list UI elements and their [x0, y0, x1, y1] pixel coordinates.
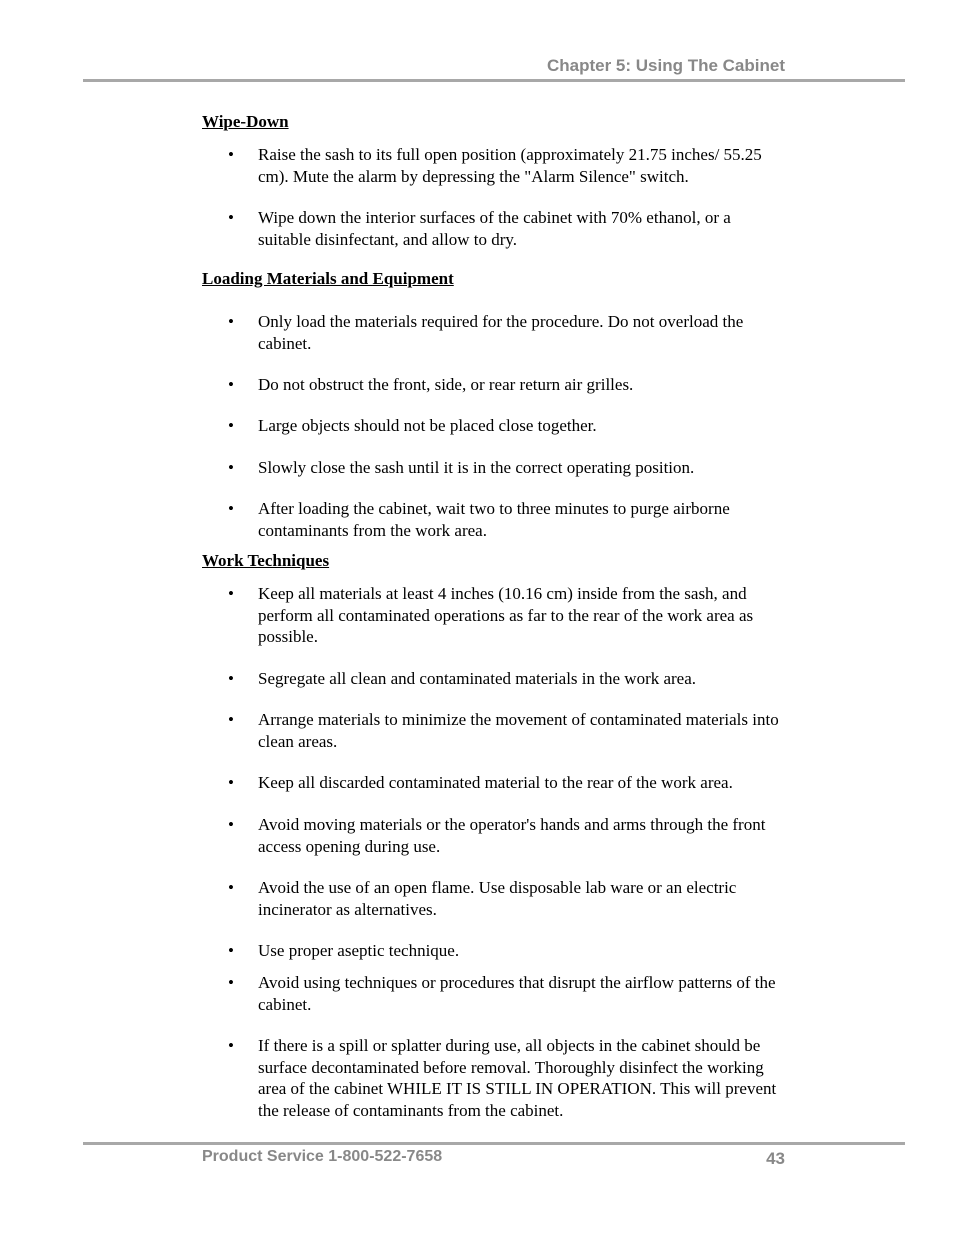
bullet-icon: • [228, 878, 234, 897]
section-title-loading-materials: Loading Materials and Equipment [202, 269, 454, 288]
list-item: • Do not obstruct the front, side, or rear return air grilles. [228, 375, 634, 394]
list-item: • If there is a spill or splatter during use, all objects in the cabinet should be surface decontaminated before removal. Thoroughly disinfect the working area of the cabinet WHILE IT IS STILL IN OPERATION. This will prevent the release of contaminants from the cabinet. [228, 1036, 777, 1120]
page-number: 43 [766, 1149, 785, 1168]
list-item: • Avoid moving materials or the operator's hands and arms through the front access opening during use. [228, 815, 766, 856]
section-title-work-techniques: Work Techniques [202, 551, 330, 570]
bullet-icon: • [228, 973, 234, 992]
list-item: • Avoid the use of an open flame. Use disposable lab ware or an electric incinerator as alternatives. [228, 878, 737, 919]
bullet-icon: • [228, 208, 234, 227]
bullet-icon: • [228, 375, 234, 394]
bullet-icon: • [228, 416, 234, 435]
bullet-icon: • [228, 710, 234, 729]
bullet-icon: • [228, 584, 234, 603]
list-item: • Wipe down the interior surfaces of the cabinet with 70% ethanol, or a suitable disinfectant, and allow to dry. [228, 208, 731, 249]
bullet-icon: • [228, 1036, 234, 1055]
section-title-wipe-down: Wipe-Down [202, 112, 289, 131]
bullet-icon: • [228, 941, 234, 960]
footer-product-service: Product Service 1-800-522-7658 [202, 1148, 443, 1165]
list-item: • Segregate all clean and contaminated materials in the work area. [228, 669, 697, 688]
bullet-icon: • [228, 499, 234, 518]
bullet-icon: • [228, 773, 234, 792]
list-item: • Raise the sash to its full open position (approximately 21.75 inches/ 55.25 cm). Mute the alarm by depressing the "Alarm Silence" switch. [228, 145, 762, 186]
footer-rule [83, 1142, 905, 1145]
list-item: • Use proper aseptic technique. [228, 941, 460, 960]
list-item: • Large objects should not be placed close together. [228, 416, 597, 435]
list-item: • Avoid using techniques or procedures that disrupt the airflow patterns of the cabinet. [228, 973, 776, 1014]
list-item: • Keep all discarded contaminated material to the rear of the work area. [228, 773, 733, 792]
bullet-icon: • [228, 669, 234, 688]
chapter-header-title: Chapter 5: Using The Cabinet [546, 56, 785, 75]
bullet-icon: • [228, 145, 234, 164]
list-item: • After loading the cabinet, wait two to three minutes to purge airborne contaminants from the work area. [228, 499, 730, 540]
header-rule [83, 79, 905, 82]
list-item: • Keep all materials at least 4 inches (10.16 cm) inside from the sash, and perform all contaminated operations as far to the rear of the work area as possible. [228, 584, 754, 647]
list-item: • Arrange materials to minimize the movement of contaminated materials into clean areas. [228, 710, 779, 751]
list-item: • Only load the materials required for the procedure. Do not overload the cabinet. [228, 312, 744, 353]
bullet-icon: • [228, 312, 234, 331]
bullet-icon: • [228, 458, 234, 477]
list-item: • Slowly close the sash until it is in the correct operating position. [228, 458, 695, 477]
bullet-icon: • [228, 815, 234, 834]
